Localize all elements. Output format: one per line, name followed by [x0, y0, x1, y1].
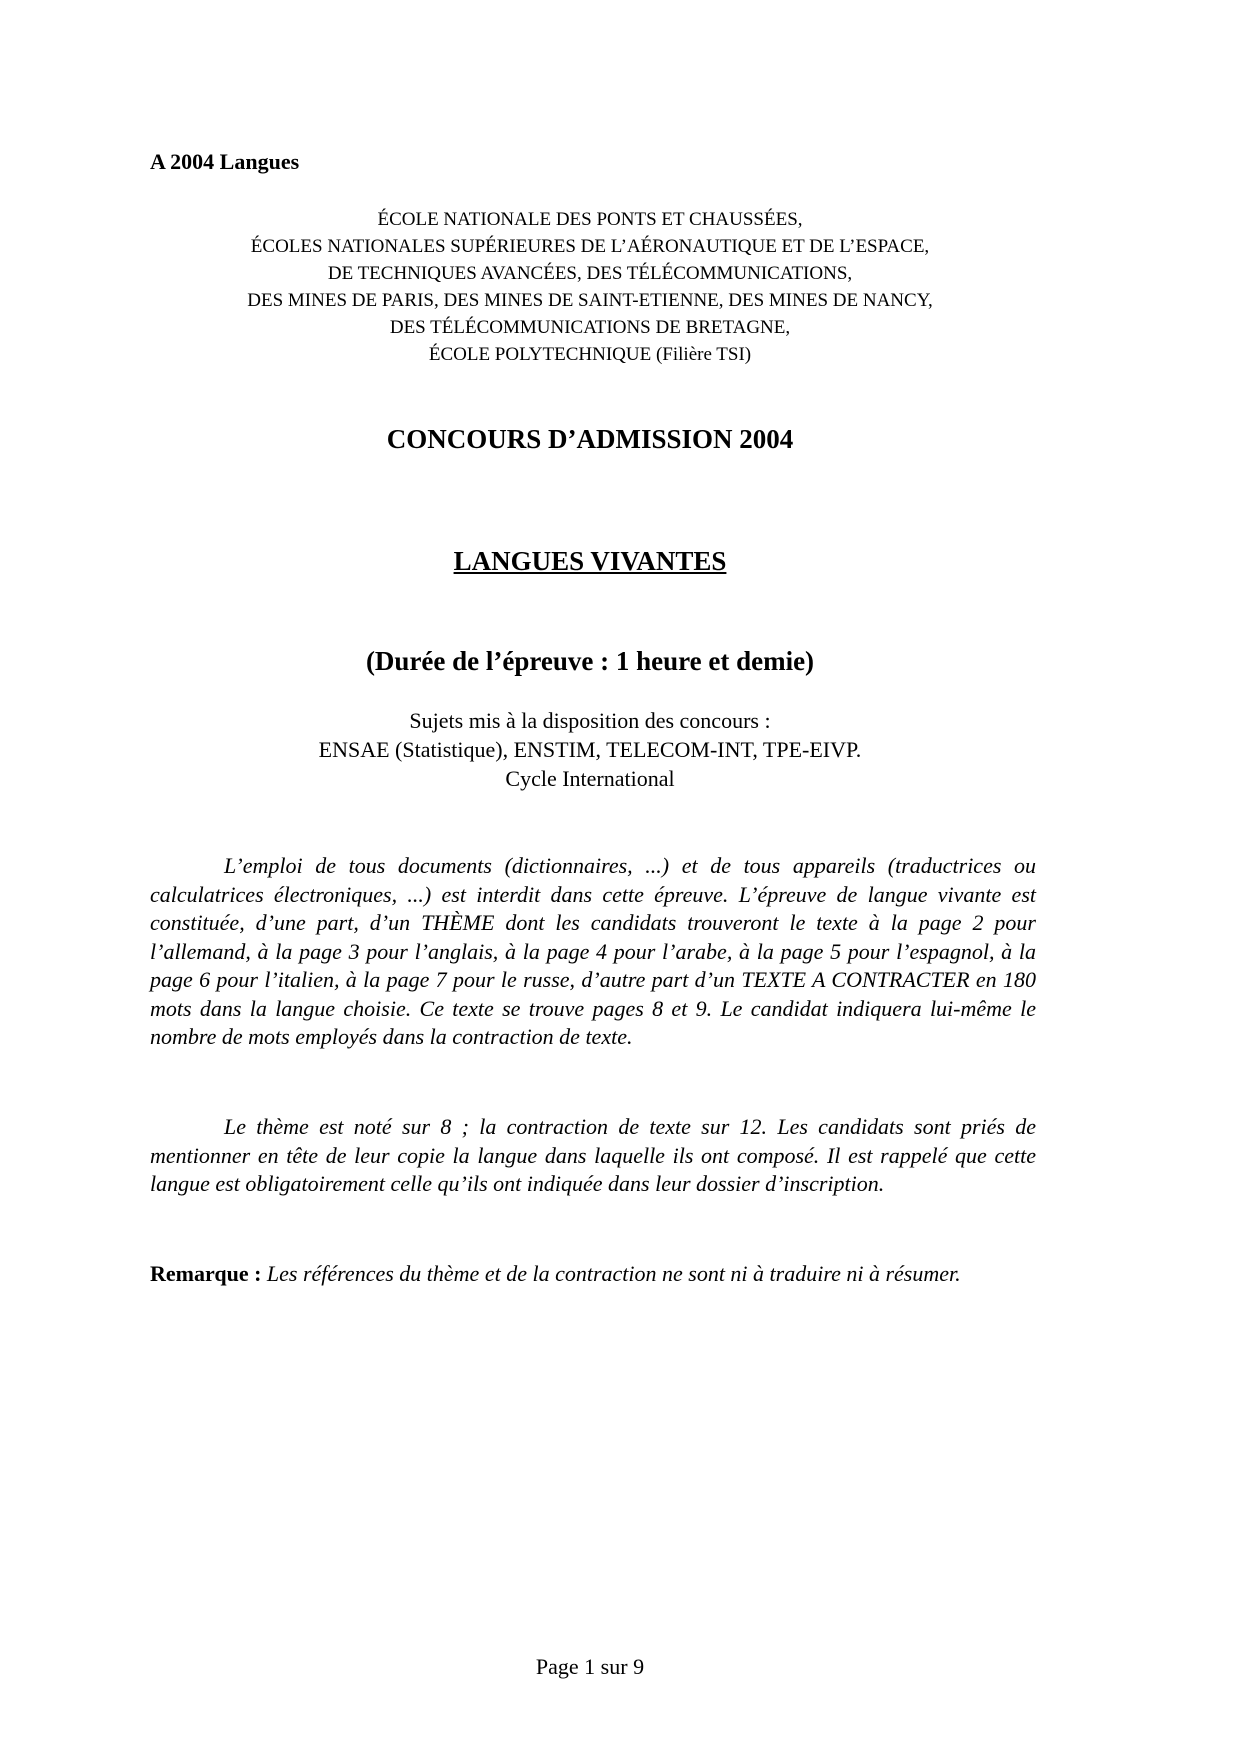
- schools-list: [0, 206, 1180, 368]
- instructions-paragraph: L’emploi de tous documents (dictionnaires, ...) et de tous appareils (traductrices ou calculatrices électroniques, ...) est interdit dans cette épreuve. L’épreuve de langue vivante est constituée, d’une part, d’un THÈME dont les candidats trouveront le texte à la page 2 pour l’allemand, à la page 3 pour l’anglais, à la page 4 pour l’arabe, à la page 5 pour l’espagnol, à la page 6 pour l’italien, à la page 7 pour le russe, d’autre part d’un TEXTE A CONTRACTER en 180 mots dans la langue choisie. Ce texte se trouve pages 8 et 9. Le candidat indiquera lui-même le nombre de mots employés dans la contraction de texte.: [150, 853, 1036, 1049]
- sujets-list: [0, 706, 1180, 793]
- school-line: ÉCOLE NATIONALE DES PONTS ET CHAUSSÉES,: [377, 209, 803, 230]
- school-line: DE TECHNIQUES AVANCÉES, DES TÉLÉCOMMUNICATIONS,: [327, 263, 853, 284]
- sujets-line: ENSAE (Statistique), ENSTIM, TELECOM-INT, TPE-EIVP.: [318, 737, 862, 762]
- sujets-line: Sujets mis à la disposition des concours :: [409, 708, 771, 733]
- school-line: DES TÉLÉCOMMUNICATIONS DE BRETAGNE,: [389, 317, 791, 338]
- page-number: Page 1 sur 9: [535, 1654, 645, 1679]
- duration-title: (Durée de l’épreuve : 1 heure et demie): [365, 646, 815, 676]
- remark-paragraph: [150, 1260, 1036, 1289]
- grading-paragraph: Le thème est noté sur 8 ; la contraction de texte sur 12. Les candidats sont priés de mentionner en tête de leur copie la langue dans laquelle ils ont composé. Il est rappelé que cette langue est obligatoirement celle qu’ils ont indiquée dans leur dossier d’inscription.: [150, 1114, 1036, 1196]
- school-line: DES MINES DE PARIS, DES MINES DE SAINT-ETIENNE, DES MINES DE NANCY,: [247, 290, 933, 311]
- school-line: ÉCOLE POLYTECHNIQUE (Filière TSI): [428, 344, 752, 365]
- remark-text: Les références du thème et de la contraction ne sont ni à traduire ni à résumer.: [261, 1261, 961, 1286]
- remark-label: Remarque :: [150, 1261, 262, 1286]
- sujets-line: Cycle International: [505, 766, 675, 791]
- subject-title: LANGUES VIVANTES: [453, 546, 727, 576]
- school-line: ÉCOLES NATIONALES SUPÉRIEURES DE L’AÉRONAUTIQUE ET DE L’ESPACE,: [250, 236, 930, 257]
- document-tag: A 2004 Langues: [150, 149, 300, 174]
- concours-title: CONCOURS D’ADMISSION 2004: [386, 424, 794, 454]
